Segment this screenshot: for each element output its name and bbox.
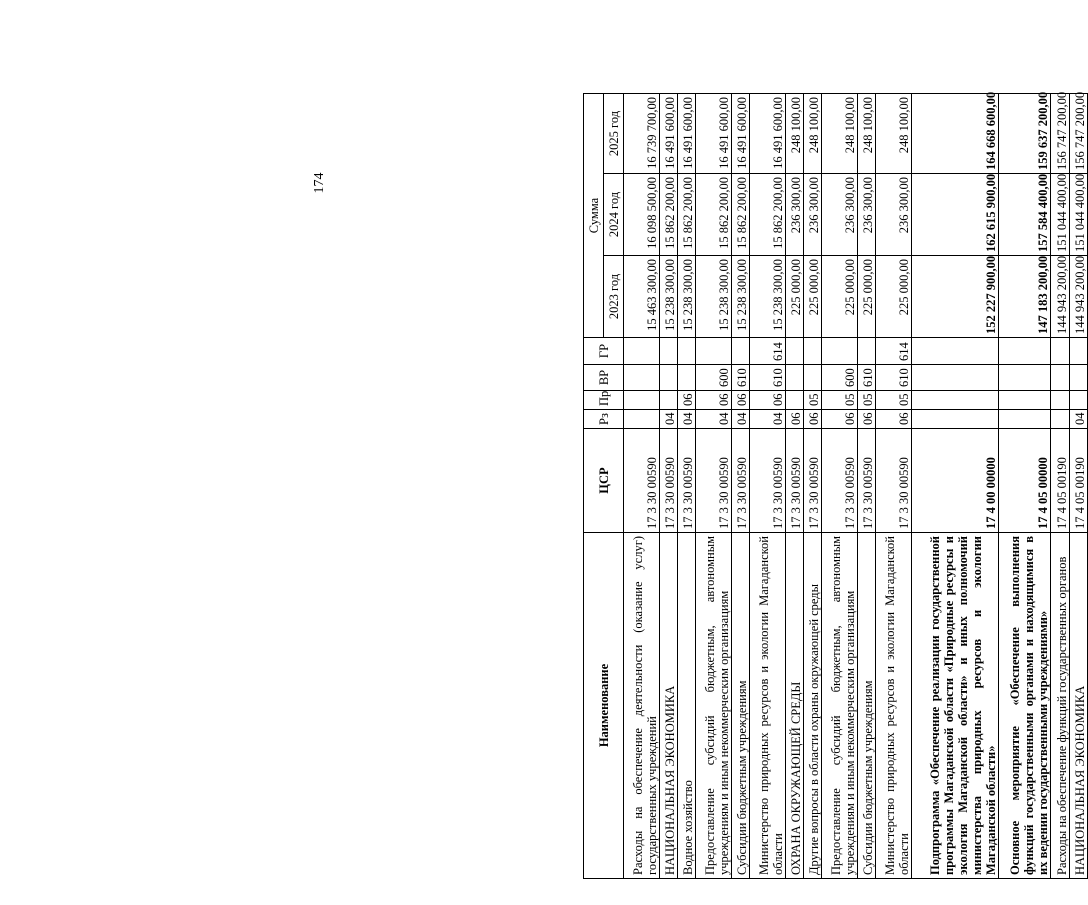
table-cell-2023: 15 238 300,00 xyxy=(750,256,786,338)
table-cell-rz xyxy=(998,410,1051,429)
table-cell-vr xyxy=(785,365,803,391)
table-cell-2023: 15 238 300,00 xyxy=(731,256,749,338)
table-cell-rz: 06 xyxy=(857,410,875,429)
table-cell-rz: 06 xyxy=(876,410,912,429)
table-row xyxy=(1051,93,1069,878)
table-cell-rz xyxy=(911,410,998,429)
table-cell-name: ОХРАНА ОКРУЖАЮЩЕЙ СРЕДЫ xyxy=(785,533,803,879)
table-cell-pr xyxy=(785,391,803,410)
table-cell-rz xyxy=(624,410,660,429)
table-cell-vr xyxy=(911,365,998,391)
table-cell-pr xyxy=(659,391,677,410)
table-cell-pr: 06 xyxy=(677,391,695,410)
table-cell-name: Министерство природных ресурсов и экологии Магаданской области xyxy=(876,533,912,879)
table-cell-csr: 17 3 30 00590 xyxy=(803,429,821,533)
table-cell-name: НАЦИОНАЛЬНАЯ ЭКОНОМИКА xyxy=(1069,533,1087,879)
table-cell-pr: 06 xyxy=(750,391,786,410)
table-cell-vr: 610 xyxy=(731,365,749,391)
table-cell-2023: 15 463 300,00 xyxy=(624,256,660,338)
table-cell-csr: 17 3 30 00590 xyxy=(677,429,695,533)
table-cell-2025: 248 100,00 xyxy=(822,93,858,173)
table-cell-vr: 610 xyxy=(876,365,912,391)
header-rz: Рз xyxy=(584,410,624,429)
header-name: Наименование xyxy=(584,533,624,879)
table-cell-2023: 15 238 300,00 xyxy=(659,256,677,338)
table-cell-gr xyxy=(696,338,732,365)
table-cell-name: Субсидии бюджетным учреждениям xyxy=(857,533,875,879)
table-cell-pr: 05 xyxy=(803,391,821,410)
table-row xyxy=(677,93,695,878)
table-cell-2024: 236 300,00 xyxy=(803,174,821,256)
table-cell-vr xyxy=(659,365,677,391)
table-cell-vr xyxy=(1051,365,1069,391)
table-cell-gr: 614 xyxy=(750,338,786,365)
table-cell-2023: 15 238 300,00 xyxy=(696,256,732,338)
table-cell-2024: 151 044 400,00 xyxy=(1051,174,1069,256)
table-cell-csr: 17 4 05 00000 xyxy=(998,429,1051,533)
table-cell-vr xyxy=(624,365,660,391)
table-cell-name: Министерство природных ресурсов и экологии Магаданской области xyxy=(750,533,786,879)
table-cell-gr xyxy=(857,338,875,365)
table-cell-name: Основное мероприятие «Обеспечение выполнения функций государственными органами и находящимися в их ведении государственными учреждениями» xyxy=(998,533,1051,879)
header-2024: 2024 год xyxy=(604,174,624,256)
table-row xyxy=(696,93,732,878)
table-cell-pr: 05 xyxy=(876,391,912,410)
table-cell-2024: 16 098 500,00 xyxy=(624,174,660,256)
table-cell-gr xyxy=(822,338,858,365)
table-cell-name: Другие вопросы в области охраны окружающей среды xyxy=(803,533,821,879)
table-cell-2025: 248 100,00 xyxy=(803,93,821,173)
table-cell-rz: 04 xyxy=(731,410,749,429)
table-cell-2025: 16 491 600,00 xyxy=(677,93,695,173)
table-cell-2025: 16 491 600,00 xyxy=(696,93,732,173)
header-sum: Сумма xyxy=(584,93,604,337)
table-row xyxy=(785,93,803,878)
table-row xyxy=(659,93,677,878)
table-cell-pr: 05 xyxy=(822,391,858,410)
table-cell-2024: 236 300,00 xyxy=(876,174,912,256)
table-cell-2025: 248 100,00 xyxy=(857,93,875,173)
table-cell-2023: 225 000,00 xyxy=(785,256,803,338)
table-cell-vr: 610 xyxy=(857,365,875,391)
table-cell-csr: 17 3 30 00590 xyxy=(696,429,732,533)
table-cell-2023: 225 000,00 xyxy=(876,256,912,338)
table-cell-gr xyxy=(1069,338,1087,365)
page-number: 174 xyxy=(312,172,327,194)
table-cell-2023: 225 000,00 xyxy=(803,256,821,338)
table-cell-2024: 15 862 200,00 xyxy=(750,174,786,256)
table-row xyxy=(750,93,786,878)
table-cell-pr xyxy=(624,391,660,410)
table-cell-rz: 06 xyxy=(822,410,858,429)
table-cell-pr: 05 xyxy=(857,391,875,410)
table-cell-gr xyxy=(677,338,695,365)
table-cell-2024: 15 862 200,00 xyxy=(659,174,677,256)
table-cell-name: Предоставление субсидий бюджетным, автономным учреждениям и иным некоммерческим организациям xyxy=(696,533,732,879)
table-cell-pr: 06 xyxy=(731,391,749,410)
table-cell-csr: 17 3 30 00590 xyxy=(624,429,660,533)
table-cell-2025: 16 491 600,00 xyxy=(731,93,749,173)
table-cell-name: Предоставление субсидий бюджетным, автономным учреждениям и иным некоммерческим организациям xyxy=(822,533,858,879)
header-2025: 2025 год xyxy=(604,93,624,173)
table-body xyxy=(624,93,1088,878)
table-row xyxy=(857,93,875,878)
header-vr: ВР xyxy=(584,365,624,391)
table-cell-2023: 144 943 200,00 xyxy=(1051,256,1069,338)
table-cell-vr: 610 xyxy=(750,365,786,391)
budget-table-rotated xyxy=(583,91,1088,879)
table-cell-csr: 17 4 00 00000 xyxy=(911,429,998,533)
table-cell-2024: 15 862 200,00 xyxy=(696,174,732,256)
table-cell-2023: 225 000,00 xyxy=(822,256,858,338)
table-cell-rz: 04 xyxy=(659,410,677,429)
table-cell-gr xyxy=(624,338,660,365)
table-cell-2024: 236 300,00 xyxy=(857,174,875,256)
table-cell-2025: 156 747 200,00 xyxy=(1069,93,1087,173)
table-cell-rz: 06 xyxy=(785,410,803,429)
budget-table xyxy=(583,93,1088,879)
table-cell-pr xyxy=(998,391,1051,410)
table-cell-vr: 600 xyxy=(696,365,732,391)
table-cell-rz: 04 xyxy=(677,410,695,429)
table-cell-2023: 144 943 200,00 xyxy=(1069,256,1087,338)
table-cell-csr: 17 3 30 00590 xyxy=(750,429,786,533)
table-cell-csr: 17 3 30 00590 xyxy=(876,429,912,533)
table-row xyxy=(803,93,821,878)
table-cell-vr xyxy=(998,365,1051,391)
table-cell-gr xyxy=(659,338,677,365)
table-cell-2024: 236 300,00 xyxy=(822,174,858,256)
header-gr: ГР xyxy=(584,338,624,365)
table-cell-2024: 15 862 200,00 xyxy=(677,174,695,256)
table-cell-gr xyxy=(1051,338,1069,365)
table-cell-vr xyxy=(677,365,695,391)
table-cell-pr: 06 xyxy=(696,391,732,410)
table-cell-rz: 04 xyxy=(1069,410,1087,429)
table-cell-vr: 600 xyxy=(822,365,858,391)
table-cell-2024: 157 584 400,00 xyxy=(998,174,1051,256)
table-cell-gr xyxy=(785,338,803,365)
table-row xyxy=(1069,93,1087,878)
table-cell-name: НАЦИОНАЛЬНАЯ ЭКОНОМИКА xyxy=(659,533,677,879)
header-csr: ЦСР xyxy=(584,429,624,533)
table-cell-2025: 16 491 600,00 xyxy=(750,93,786,173)
table-row xyxy=(624,93,660,878)
header-2023: 2023 год xyxy=(604,256,624,338)
table-cell-2025: 156 747 200,00 xyxy=(1051,93,1069,173)
table-cell-csr: 17 3 30 00590 xyxy=(731,429,749,533)
table-cell-csr: 17 4 05 00190 xyxy=(1069,429,1087,533)
table-cell-pr xyxy=(1069,391,1087,410)
table-cell-csr: 17 4 05 00190 xyxy=(1051,429,1069,533)
table-cell-2023: 152 227 900,00 xyxy=(911,256,998,338)
table-cell-csr: 17 3 30 00590 xyxy=(659,429,677,533)
table-cell-csr: 17 3 30 00590 xyxy=(785,429,803,533)
table-cell-csr: 17 3 30 00590 xyxy=(857,429,875,533)
table-cell-2024: 236 300,00 xyxy=(785,174,803,256)
header-pr: Пр xyxy=(584,391,624,410)
table-cell-name: Расходы на обеспечение деятельности (оказание услуг) государственных учреждений xyxy=(624,533,660,879)
table-cell-gr xyxy=(803,338,821,365)
table-cell-gr xyxy=(731,338,749,365)
table-cell-vr xyxy=(1069,365,1087,391)
table-cell-2025: 164 668 600,00 xyxy=(911,93,998,173)
table-cell-name: Субсидии бюджетным учреждениям xyxy=(731,533,749,879)
table-cell-gr xyxy=(998,338,1051,365)
table-cell-gr: 614 xyxy=(876,338,912,365)
table-row xyxy=(822,93,858,878)
table-cell-rz: 04 xyxy=(696,410,732,429)
table-cell-2025: 16 491 600,00 xyxy=(659,93,677,173)
table-cell-vr xyxy=(803,365,821,391)
table-cell-name: Подпрограмма «Обеспечение реализации государственной программы Магаданской области «Природные ресурсы и экология Магаданской области» и иных полномочий министерства природных ресурсов и экологии Магаданской области» xyxy=(911,533,998,879)
table-cell-2024: 151 044 400,00 xyxy=(1069,174,1087,256)
table-cell-2025: 159 637 200,00 xyxy=(998,93,1051,173)
table-row xyxy=(998,93,1051,878)
table-cell-2025: 248 100,00 xyxy=(876,93,912,173)
table-cell-rz xyxy=(1051,410,1069,429)
table-row xyxy=(876,93,912,878)
table-cell-2025: 16 739 700,00 xyxy=(624,93,660,173)
table-cell-2023: 15 238 300,00 xyxy=(677,256,695,338)
table-cell-2024: 15 862 200,00 xyxy=(731,174,749,256)
table-cell-rz: 06 xyxy=(803,410,821,429)
table-cell-rz: 04 xyxy=(750,410,786,429)
table-cell-pr xyxy=(911,391,998,410)
table-cell-2025: 248 100,00 xyxy=(785,93,803,173)
table-cell-2023: 225 000,00 xyxy=(857,256,875,338)
table-cell-name: Расходы на обеспечение функций государственных органов xyxy=(1051,533,1069,879)
table-cell-csr: 17 3 30 00590 xyxy=(822,429,858,533)
table-cell-name: Водное хозяйство xyxy=(677,533,695,879)
table-cell-pr xyxy=(1051,391,1069,410)
table-row xyxy=(911,93,998,878)
table-row xyxy=(731,93,749,878)
table-cell-2024: 162 615 900,00 xyxy=(911,174,998,256)
table-cell-gr xyxy=(911,338,998,365)
table-cell-2023: 147 183 200,00 xyxy=(998,256,1051,338)
